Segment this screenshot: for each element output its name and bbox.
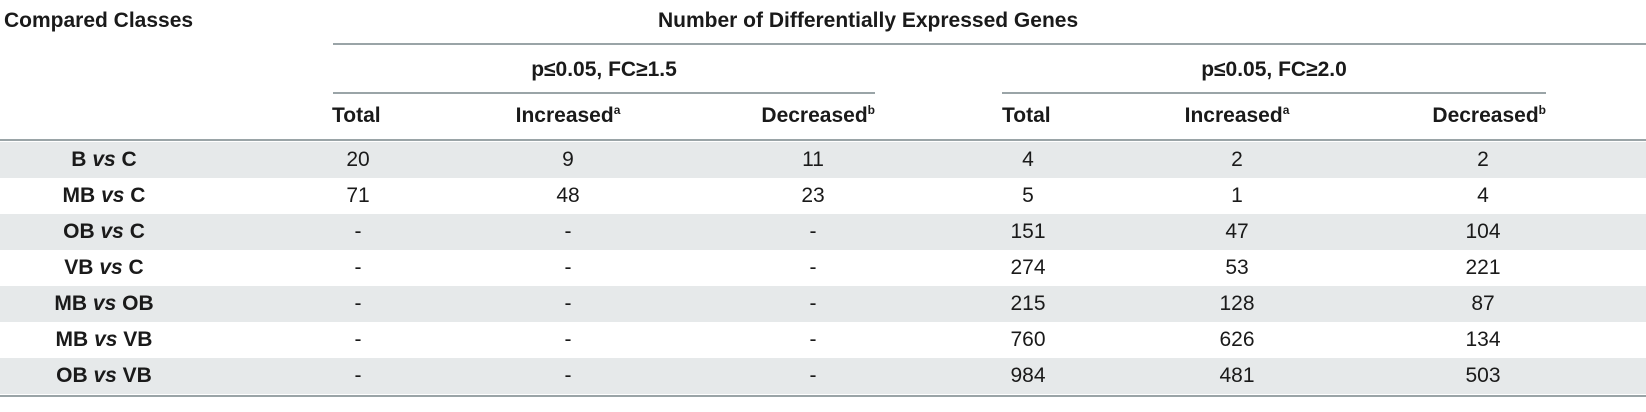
decreased-cell-1: - bbox=[809, 328, 817, 351]
total-cell-1: 71 bbox=[346, 184, 370, 207]
table-row bbox=[0, 178, 1646, 214]
table-row bbox=[0, 358, 1646, 394]
decreased-cell-1: - bbox=[809, 256, 817, 279]
increased-header-1 bbox=[468, 104, 668, 128]
increased-cell-2: 626 bbox=[1219, 328, 1255, 351]
table-bottom-rule bbox=[0, 395, 1646, 397]
increased-cell-2: 128 bbox=[1219, 292, 1255, 315]
increased-cell-1: - bbox=[564, 328, 572, 351]
total-cell-2: 760 bbox=[1010, 328, 1046, 351]
compared-classes-header: Compared Classes bbox=[4, 9, 194, 32]
increased-cell-2: 1 bbox=[1231, 184, 1243, 207]
total-cell-2: 5 bbox=[1022, 184, 1034, 207]
group1-header: p≤0.05, FC≥1.5 bbox=[531, 58, 677, 81]
decreased-cell-2: 2 bbox=[1477, 148, 1489, 171]
total-header-2: Total bbox=[1002, 104, 1051, 127]
compared-class-cell: B vs C bbox=[71, 148, 137, 171]
decreased-cell-1: - bbox=[809, 364, 817, 387]
increased-cell-1: - bbox=[564, 292, 572, 315]
compared-class-cell: MB vs OB bbox=[54, 292, 154, 315]
decreased-cell-1: - bbox=[809, 220, 817, 243]
increased-cell-2: 47 bbox=[1225, 220, 1249, 243]
increased-footnote: a bbox=[1282, 103, 1290, 117]
decreased-header-2 bbox=[1432, 104, 1546, 128]
increased-cell-1: - bbox=[564, 364, 572, 387]
decreased-footnote: b bbox=[867, 103, 875, 117]
decreased-cell-2: 503 bbox=[1465, 364, 1501, 387]
decreased-footnote: b bbox=[1538, 103, 1546, 117]
total-cell-1: - bbox=[354, 220, 362, 243]
decreased-cell-2: 104 bbox=[1465, 220, 1501, 243]
group2-rule bbox=[1002, 92, 1546, 94]
total-cell-1: - bbox=[354, 364, 362, 387]
total-cell-1: - bbox=[354, 328, 362, 351]
total-header-1: Total bbox=[332, 104, 381, 127]
total-cell-1: - bbox=[354, 292, 362, 315]
decreased-cell-2: 4 bbox=[1477, 184, 1489, 207]
total-cell-1: 20 bbox=[346, 148, 370, 171]
total-cell-2: 215 bbox=[1010, 292, 1046, 315]
group1-rule bbox=[333, 92, 875, 94]
increased-cell-2: 2 bbox=[1231, 148, 1243, 171]
increased-cell-2: 481 bbox=[1219, 364, 1255, 387]
increased-header-2 bbox=[1137, 104, 1337, 128]
table-row bbox=[0, 322, 1646, 358]
decreased-cell-2: 221 bbox=[1465, 256, 1501, 279]
table-row bbox=[0, 250, 1646, 286]
table-row bbox=[0, 286, 1646, 322]
compared-class-cell: VB vs C bbox=[64, 256, 144, 279]
decreased-label: Decreased bbox=[1432, 104, 1539, 127]
increased-label: Increased bbox=[515, 104, 614, 127]
compared-class-cell: MB vs C bbox=[62, 184, 146, 207]
increased-cell-1: 48 bbox=[556, 184, 580, 207]
increased-cell-1: - bbox=[564, 256, 572, 279]
total-cell-2: 4 bbox=[1022, 148, 1034, 171]
compared-class-cell: MB vs VB bbox=[55, 328, 153, 351]
increased-label: Increased bbox=[1184, 104, 1283, 127]
top-span-rule bbox=[333, 43, 1646, 45]
total-cell-2: 984 bbox=[1010, 364, 1046, 387]
decreased-cell-1: 11 bbox=[802, 148, 824, 171]
increased-footnote: a bbox=[613, 103, 621, 117]
decreased-cell-2: 87 bbox=[1471, 292, 1495, 315]
table-row bbox=[0, 214, 1646, 250]
decreased-cell-1: 23 bbox=[801, 184, 825, 207]
increased-cell-2: 53 bbox=[1225, 256, 1249, 279]
total-cell-2: 151 bbox=[1010, 220, 1046, 243]
number-of-degs-header: Number of Differentially Expressed Genes bbox=[658, 9, 1079, 32]
decreased-cell-1: - bbox=[809, 292, 817, 315]
total-cell-2: 274 bbox=[1010, 256, 1046, 279]
group2-header: p≤0.05, FC≥2.0 bbox=[1201, 58, 1347, 81]
decreased-cell-2: 134 bbox=[1465, 328, 1501, 351]
total-cell-1: - bbox=[354, 256, 362, 279]
header-bottom-rule bbox=[0, 139, 1646, 141]
increased-cell-1: - bbox=[564, 220, 572, 243]
table-row bbox=[0, 142, 1646, 178]
decreased-label: Decreased bbox=[761, 104, 868, 127]
compared-class-cell: OB vs VB bbox=[56, 364, 152, 387]
compared-class-cell: OB vs C bbox=[63, 220, 145, 243]
decreased-header-1 bbox=[761, 104, 875, 128]
increased-cell-1: 9 bbox=[562, 148, 574, 171]
